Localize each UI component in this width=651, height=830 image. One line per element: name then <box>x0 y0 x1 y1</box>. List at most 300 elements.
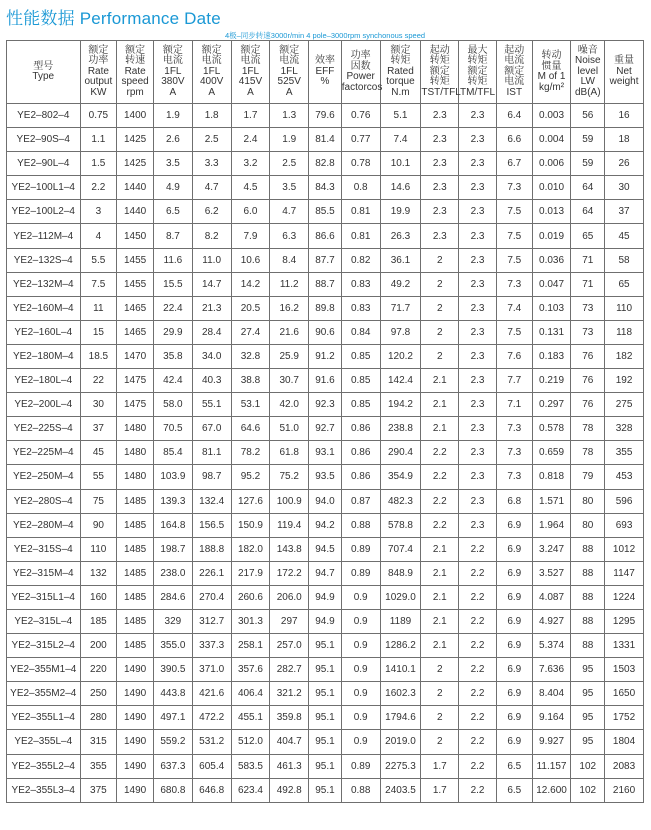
column-header-line: EFF <box>315 65 335 77</box>
column-header-line: 最大 <box>467 44 488 56</box>
table-cell: 0.75 <box>80 104 117 128</box>
table-cell: 443.8 <box>154 682 193 706</box>
table-cell: 2.2 <box>459 754 497 778</box>
column-header-line: 转速 <box>125 55 146 67</box>
table-cell: 375 <box>80 778 117 802</box>
column-header-line: Net <box>616 65 632 77</box>
column-header-line: 额定 <box>279 44 300 56</box>
table-cell: 85.5 <box>309 200 342 224</box>
table-cell: 2.3 <box>459 489 497 513</box>
table-cell: 70.5 <box>154 417 193 441</box>
column-header <box>496 41 532 104</box>
column-header-line: 转矩 <box>467 55 488 67</box>
table-cell: 21.6 <box>270 320 309 344</box>
column-header <box>571 41 605 104</box>
page-title: 性能数据 Performance Date <box>6 9 221 28</box>
table-cell: 58.0 <box>154 393 193 417</box>
table-cell: 2.2 <box>459 609 497 633</box>
column-header-line: 型号 <box>33 60 54 72</box>
table-cell: 34.0 <box>192 344 231 368</box>
table-cell: 37 <box>80 417 117 441</box>
table-cell: 7.1 <box>496 393 532 417</box>
table-cell: 2275.3 <box>380 754 421 778</box>
table-cell: 2.3 <box>459 272 497 296</box>
column-header-line: Power <box>346 71 375 82</box>
table-cell: 142.4 <box>380 369 421 393</box>
table-cell: 95.2 <box>231 465 270 489</box>
table-cell: 217.9 <box>231 561 270 585</box>
table-cell: 2 <box>421 658 459 682</box>
table-cell: 7.5 <box>496 224 532 248</box>
table-cell: 6.9 <box>496 537 532 561</box>
table-cell: 26 <box>605 152 644 176</box>
table-cell: 95.1 <box>309 778 342 802</box>
table-cell: 6.9 <box>496 706 532 730</box>
column-header-line: 1FL <box>164 65 182 77</box>
table-cell: 596 <box>605 489 644 513</box>
model-cell: YE2–315S–4 <box>7 537 81 561</box>
column-header-line: kg/m² <box>539 81 565 93</box>
column-header-line: KW <box>90 86 107 98</box>
table-row <box>7 537 644 561</box>
table-cell: 2.3 <box>459 369 497 393</box>
column-header-line: factorcos <box>341 81 383 93</box>
table-cell: 59 <box>571 152 605 176</box>
table-cell: 226.1 <box>192 561 231 585</box>
table-cell: 89.8 <box>309 296 342 320</box>
table-cell: 2.3 <box>459 176 497 200</box>
table-cell: 76 <box>571 393 605 417</box>
table-cell: 81.1 <box>192 441 231 465</box>
table-cell: 250 <box>80 682 117 706</box>
table-cell: 1.9 <box>154 104 193 128</box>
table-cell: 6.5 <box>496 778 532 802</box>
column-header <box>231 41 270 104</box>
table-cell: 2 <box>421 296 459 320</box>
table-cell: 11.157 <box>532 754 571 778</box>
table-cell: 6.9 <box>496 682 532 706</box>
table-cell: 94.2 <box>309 513 342 537</box>
table-cell: 1.5 <box>80 152 117 176</box>
column-header-line: 起动 <box>504 44 525 56</box>
table-cell: 0.89 <box>341 561 380 585</box>
table-cell: 11.0 <box>192 248 231 272</box>
column-header-line: 额定 <box>201 44 222 56</box>
table-cell: 1029.0 <box>380 585 421 609</box>
table-cell: 132 <box>80 561 117 585</box>
table-cell: 1425 <box>117 128 154 152</box>
table-cell: 2.1 <box>421 609 459 633</box>
column-header-line: A <box>169 86 177 98</box>
table-cell: 118 <box>605 320 644 344</box>
column-header-line: Rate <box>87 65 109 77</box>
column-header-line: level <box>577 65 599 77</box>
table-row <box>7 489 644 513</box>
table-cell: 150.9 <box>231 513 270 537</box>
table-cell: 206.0 <box>270 585 309 609</box>
table-cell: 16 <box>605 104 644 128</box>
table-cell: 5.1 <box>380 104 421 128</box>
column-header-line: 转动 <box>541 50 562 61</box>
column-header-line: 起动 <box>429 44 450 56</box>
table-cell: 354.9 <box>380 465 421 489</box>
table-cell: 0.183 <box>532 344 571 368</box>
table-cell: 2.3 <box>421 128 459 152</box>
column-header-line: 噪音 <box>577 44 598 56</box>
column-header-line: LW <box>580 76 595 88</box>
table-cell: 284.6 <box>154 585 193 609</box>
table-cell: 2.2 <box>459 537 497 561</box>
table-cell: 172.2 <box>270 561 309 585</box>
table-cell: 95 <box>571 706 605 730</box>
table-cell: 2.1 <box>421 393 459 417</box>
table-cell: 6.4 <box>496 104 532 128</box>
table-cell: 2.2 <box>421 489 459 513</box>
column-header-line: 电流 <box>201 55 222 67</box>
table-cell: 76 <box>571 344 605 368</box>
table-cell: 2 <box>421 730 459 754</box>
table-cell: 0.87 <box>341 489 380 513</box>
table-cell: 329 <box>154 609 193 633</box>
column-header-line: A <box>285 86 293 98</box>
column-header <box>532 41 571 104</box>
column-header-line: 额定 <box>88 44 109 56</box>
table-cell: 1.7 <box>421 778 459 802</box>
table-cell: 0.81 <box>341 224 380 248</box>
column-header-line: 额定 <box>240 44 261 56</box>
table-cell: 192 <box>605 369 644 393</box>
table-cell: 315 <box>80 730 117 754</box>
table-row <box>7 320 644 344</box>
table-cell: 100.9 <box>270 489 309 513</box>
table-cell: 11 <box>80 296 117 320</box>
column-header-line: 额定 <box>390 44 411 56</box>
table-cell: 0.76 <box>341 104 380 128</box>
table-cell: 103.9 <box>154 465 193 489</box>
column-header <box>341 41 383 104</box>
table-cell: 1286.2 <box>380 634 421 658</box>
table-cell: 6.8 <box>496 489 532 513</box>
table-cell: 64.6 <box>231 417 270 441</box>
table-cell: 4.927 <box>532 609 571 633</box>
table-cell: 95.1 <box>309 754 342 778</box>
model-cell: YE2–315L1–4 <box>7 585 81 609</box>
column-header-line: 额定 <box>162 44 183 56</box>
table-cell: 86.6 <box>309 224 342 248</box>
table-cell: 0.297 <box>532 393 571 417</box>
table-cell: 7.5 <box>496 320 532 344</box>
column-header-line: 1FL <box>203 65 221 77</box>
table-cell: 1224 <box>605 585 644 609</box>
table-cell: 2.1 <box>421 585 459 609</box>
table-cell: 64 <box>571 176 605 200</box>
table-cell: 2.2 <box>459 730 497 754</box>
table-cell: 404.7 <box>270 730 309 754</box>
table-cell: 2.2 <box>459 706 497 730</box>
table-cell: 0.036 <box>532 248 571 272</box>
table-cell: 1012 <box>605 537 644 561</box>
table-cell: 2.3 <box>459 441 497 465</box>
table-cell: 0.86 <box>341 417 380 441</box>
table-row <box>7 658 644 682</box>
table-cell: 2.2 <box>459 561 497 585</box>
table-row <box>7 730 644 754</box>
column-header-line: 400V <box>199 76 224 88</box>
table-cell: 51.0 <box>270 417 309 441</box>
table-cell: 1480 <box>117 417 154 441</box>
table-cell: 371.0 <box>192 658 231 682</box>
table-row <box>7 634 644 658</box>
table-row <box>7 200 644 224</box>
table-cell: 260.6 <box>231 585 270 609</box>
table-cell: 10.1 <box>380 152 421 176</box>
column-header-line: speed <box>121 76 149 88</box>
table-cell: 6.9 <box>496 585 532 609</box>
table-cell: 0.818 <box>532 465 571 489</box>
table-cell: 0.89 <box>341 754 380 778</box>
model-cell: YE2–180L–4 <box>7 369 81 393</box>
table-cell: 2.6 <box>154 128 193 152</box>
table-cell: 25.9 <box>270 344 309 368</box>
table-cell: 80 <box>571 513 605 537</box>
table-cell: 4 <box>80 224 117 248</box>
column-header-line: 电流 <box>162 55 183 67</box>
column-header-line: IST <box>506 86 523 98</box>
table-cell: 1480 <box>117 441 154 465</box>
table-cell: 1650 <box>605 682 644 706</box>
table-cell: 4.9 <box>154 176 193 200</box>
table-cell: 693 <box>605 513 644 537</box>
table-cell: 0.88 <box>341 513 380 537</box>
table-cell: 75.2 <box>270 465 309 489</box>
table-cell: 6.9 <box>496 513 532 537</box>
table-cell: 0.9 <box>341 706 380 730</box>
table-cell: 2.1 <box>421 537 459 561</box>
model-cell: YE2–315M–4 <box>7 561 81 585</box>
table-row <box>7 441 644 465</box>
table-cell: 1804 <box>605 730 644 754</box>
table-cell: 328 <box>605 417 644 441</box>
table-cell: 98.7 <box>192 465 231 489</box>
table-cell: 14.6 <box>380 176 421 200</box>
table-cell: 0.047 <box>532 272 571 296</box>
table-cell: 6.7 <box>496 152 532 176</box>
table-cell: 88 <box>571 561 605 585</box>
column-header-line: 功率 <box>350 50 371 61</box>
table-cell: 160 <box>80 585 117 609</box>
table-cell: 2.3 <box>459 200 497 224</box>
column-header-line: 额定 <box>504 65 525 77</box>
table-cell: 7.7 <box>496 369 532 393</box>
table-cell: 95.1 <box>309 730 342 754</box>
table-cell: 6.9 <box>496 730 532 754</box>
table-cell: 45 <box>80 441 117 465</box>
table-cell: 0.659 <box>532 441 571 465</box>
table-cell: 182 <box>605 344 644 368</box>
table-cell: 2.3 <box>459 152 497 176</box>
table-cell: 102 <box>571 778 605 802</box>
table-row <box>7 128 644 152</box>
table-cell: 8.404 <box>532 682 571 706</box>
table-cell: 7.5 <box>496 200 532 224</box>
table-cell: 2.3 <box>459 513 497 537</box>
table-cell: 156.5 <box>192 513 231 537</box>
model-cell: YE2–355L3–4 <box>7 778 81 802</box>
table-cell: 7.5 <box>80 272 117 296</box>
table-cell: 80 <box>571 489 605 513</box>
table-cell: 0.103 <box>532 296 571 320</box>
table-row <box>7 417 644 441</box>
model-cell: YE2–225S–4 <box>7 417 81 441</box>
table-cell: 0.578 <box>532 417 571 441</box>
table-cell: 6.5 <box>154 200 193 224</box>
table-cell: 0.88 <box>341 778 380 802</box>
table-cell: 30 <box>605 176 644 200</box>
table-cell: 4.7 <box>192 176 231 200</box>
table-cell: 1295 <box>605 609 644 633</box>
table-cell: 312.7 <box>192 609 231 633</box>
column-header-line: Noise <box>574 55 601 67</box>
column-header-line: 1FL <box>280 65 298 77</box>
table-cell: 2 <box>421 272 459 296</box>
table-cell: 637.3 <box>154 754 193 778</box>
column-header <box>80 41 117 104</box>
performance-table <box>6 40 644 803</box>
table-cell: 297 <box>270 609 309 633</box>
table-cell: 1400 <box>117 104 154 128</box>
column-header-line: 电流 <box>504 76 525 88</box>
table-cell: 7.3 <box>496 417 532 441</box>
table-body <box>7 104 644 803</box>
table-cell: 79.6 <box>309 104 342 128</box>
column-header-line: 转矩 <box>429 76 450 88</box>
column-header-line: % <box>320 76 330 88</box>
table-cell: 0.82 <box>341 248 380 272</box>
table-cell: 0.9 <box>341 609 380 633</box>
table-cell: 2.3 <box>459 296 497 320</box>
column-header-line: Rated <box>387 65 414 77</box>
column-header-line: TM/TFL <box>460 86 496 98</box>
table-cell: 1.571 <box>532 489 571 513</box>
table-cell: 1480 <box>117 465 154 489</box>
table-cell: 2.3 <box>459 344 497 368</box>
table-cell: 0.004 <box>532 128 571 152</box>
table-cell: 6.6 <box>496 128 532 152</box>
table-cell: 95 <box>571 682 605 706</box>
table-row <box>7 152 644 176</box>
table-cell: 35.8 <box>154 344 193 368</box>
table-cell: 3.527 <box>532 561 571 585</box>
table-cell: 0.9 <box>341 634 380 658</box>
table-cell: 7.5 <box>496 248 532 272</box>
table-cell: 93.1 <box>309 441 342 465</box>
table-cell: 355 <box>80 754 117 778</box>
table-cell: 6.9 <box>496 609 532 633</box>
table-cell: 8.2 <box>192 224 231 248</box>
column-header-line: 功率 <box>88 55 109 67</box>
table-row <box>7 176 644 200</box>
table-cell: 15 <box>80 320 117 344</box>
table-cell: 0.003 <box>532 104 571 128</box>
table-cell: 359.8 <box>270 706 309 730</box>
table-cell: 88.7 <box>309 272 342 296</box>
table-cell: 0.9 <box>341 730 380 754</box>
table-cell: 1450 <box>117 224 154 248</box>
table-cell: 2.3 <box>421 176 459 200</box>
table-row <box>7 465 644 489</box>
table-cell: 6.9 <box>496 634 532 658</box>
table-cell: 95.1 <box>309 706 342 730</box>
table-cell: 120.2 <box>380 344 421 368</box>
table-cell: 0.84 <box>341 320 380 344</box>
table-cell: 2.3 <box>459 128 497 152</box>
table-cell: 10.6 <box>231 248 270 272</box>
table-cell: 531.2 <box>192 730 231 754</box>
table-cell: 472.2 <box>192 706 231 730</box>
table-cell: 2 <box>421 344 459 368</box>
table-cell: 78 <box>571 417 605 441</box>
table-cell: 1794.6 <box>380 706 421 730</box>
table-cell: 1.7 <box>421 754 459 778</box>
column-header-line: TST/TFL <box>421 86 461 98</box>
table-cell: 42.4 <box>154 369 193 393</box>
table-cell: 0.85 <box>341 393 380 417</box>
table-cell: 1455 <box>117 248 154 272</box>
table-cell: 143.8 <box>270 537 309 561</box>
table-cell: 220 <box>80 658 117 682</box>
table-cell: 1.964 <box>532 513 571 537</box>
table-row <box>7 609 644 633</box>
table-cell: 258.1 <box>231 634 270 658</box>
table-cell: 2.3 <box>421 200 459 224</box>
table-cell: 14.7 <box>192 272 231 296</box>
table-cell: 95 <box>571 658 605 682</box>
table-cell: 492.8 <box>270 778 309 802</box>
table-cell: 127.6 <box>231 489 270 513</box>
table-cell: 87.7 <box>309 248 342 272</box>
column-header-line: 转矩 <box>429 55 450 67</box>
table-cell: 88 <box>571 609 605 633</box>
table-row <box>7 513 644 537</box>
model-cell: YE2–90L–4 <box>7 152 81 176</box>
table-cell: 605.4 <box>192 754 231 778</box>
column-header-line: torque <box>386 76 415 88</box>
table-row <box>7 585 644 609</box>
column-header-line: 415V <box>238 76 263 88</box>
table-cell: 9.164 <box>532 706 571 730</box>
table-cell: 4.087 <box>532 585 571 609</box>
table-cell: 461.3 <box>270 754 309 778</box>
model-cell: YE2–100L2–4 <box>7 200 81 224</box>
table-row <box>7 224 644 248</box>
table-cell: 85.4 <box>154 441 193 465</box>
column-header-line: 转矩 <box>390 55 411 67</box>
model-cell: YE2–355L2–4 <box>7 754 81 778</box>
table-cell: 512.0 <box>231 730 270 754</box>
table-cell: 2 <box>421 248 459 272</box>
column-header-line: Type <box>32 71 55 82</box>
table-cell: 578.8 <box>380 513 421 537</box>
table-cell: 406.4 <box>231 682 270 706</box>
table-cell: 38.8 <box>231 369 270 393</box>
table-cell: 0.78 <box>341 152 380 176</box>
table-cell: 1189 <box>380 609 421 633</box>
table-cell: 1485 <box>117 561 154 585</box>
table-cell: 0.9 <box>341 682 380 706</box>
table-cell: 390.5 <box>154 658 193 682</box>
table-cell: 707.4 <box>380 537 421 561</box>
table-cell: 2.3 <box>459 104 497 128</box>
